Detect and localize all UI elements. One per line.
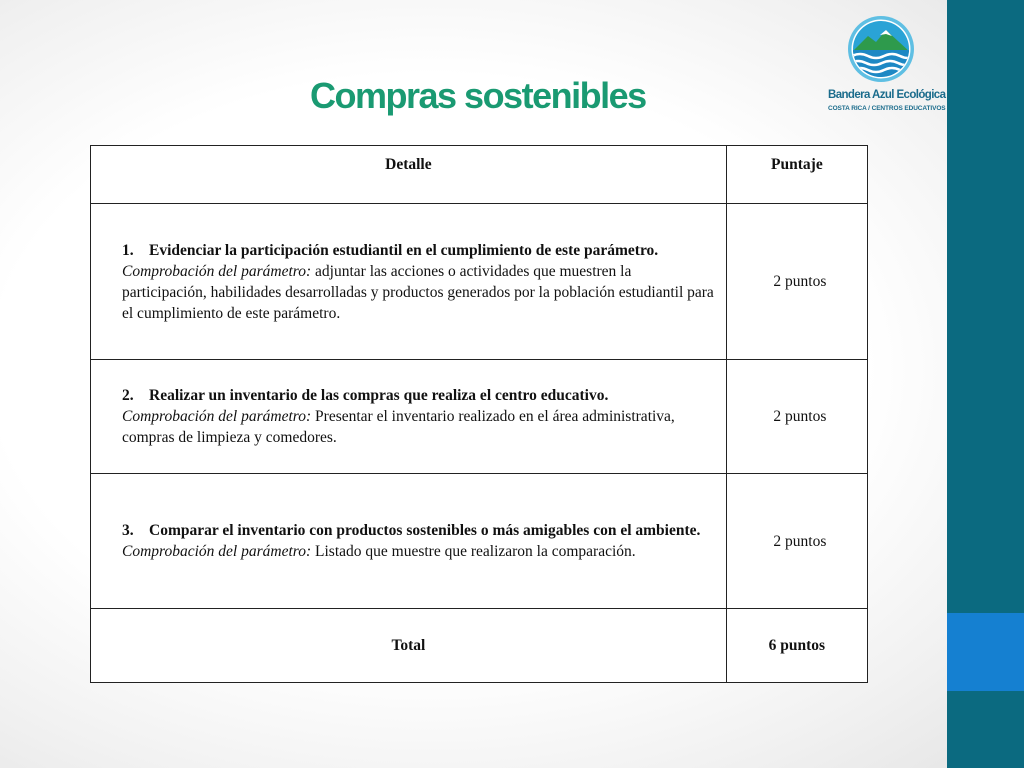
item-heading-text: Comparar el inventario con productos sostenibles o más amigables con el ambiente. [149,522,701,539]
item-heading-text: Evidenciar la participación estudiantil en el cumplimiento de este parámetro. [149,241,659,259]
detalle-cell [91,474,727,609]
table-row [91,204,868,360]
sidebar-accent-block [947,613,1024,691]
detalle-cell [91,360,727,474]
item-comprobacion [122,541,716,562]
total-label: Total [91,609,727,683]
criteria-table [90,145,868,683]
comprobacion-text: Presentar el inventario realizado en el área administrativa, compras de limpieza y comedores. [122,408,675,446]
total-value: 6 puntos [726,609,867,683]
item-number: 1. [122,241,134,259]
detalle-cell [91,204,727,360]
comprobacion-label: Comprobación del parámetro: [122,262,312,280]
comprobacion-text: Listado que muestre que realizaron la comparación. [311,543,636,560]
header-detalle: Detalle [91,146,727,204]
item-number: 3. [122,522,134,539]
table-row [91,360,868,474]
item-comprobacion [122,261,716,324]
item-heading [122,385,716,406]
header-puntaje: Puntaje [726,146,867,204]
puntaje-cell: 2 puntos [726,360,867,474]
puntaje-cell: 2 puntos [726,474,867,609]
total-row [91,609,868,683]
comprobacion-label: Comprobación del parámetro: [122,408,312,425]
comprobacion-text: adjuntar las acciones o actividades que muestren la participación, habilidades desarrolladas y productos generados por la población estudiantil para el cumplimiento de este parámetro. [122,262,714,322]
item-heading-text: Realizar un inventario de las compras que realiza el centro educativo. [149,387,609,404]
comprobacion-label: Comprobación del parámetro: [122,543,312,560]
item-comprobacion [122,406,716,448]
table-row [91,474,868,609]
item-number: 2. [122,387,134,404]
logo-name: Bandera Azul Ecológica [828,89,946,101]
bandera-azul-logo [822,12,946,124]
slide-title: Compras sostenibles [310,75,646,116]
puntaje-cell: 2 puntos [726,204,867,360]
bandera-azul-wave-logo-icon [846,14,916,84]
logo-subtitle: COSTA RICA / CENTROS EDUCATIVOS [828,105,946,112]
table-header-row [91,146,868,204]
item-heading [122,240,716,261]
item-heading [122,520,716,541]
